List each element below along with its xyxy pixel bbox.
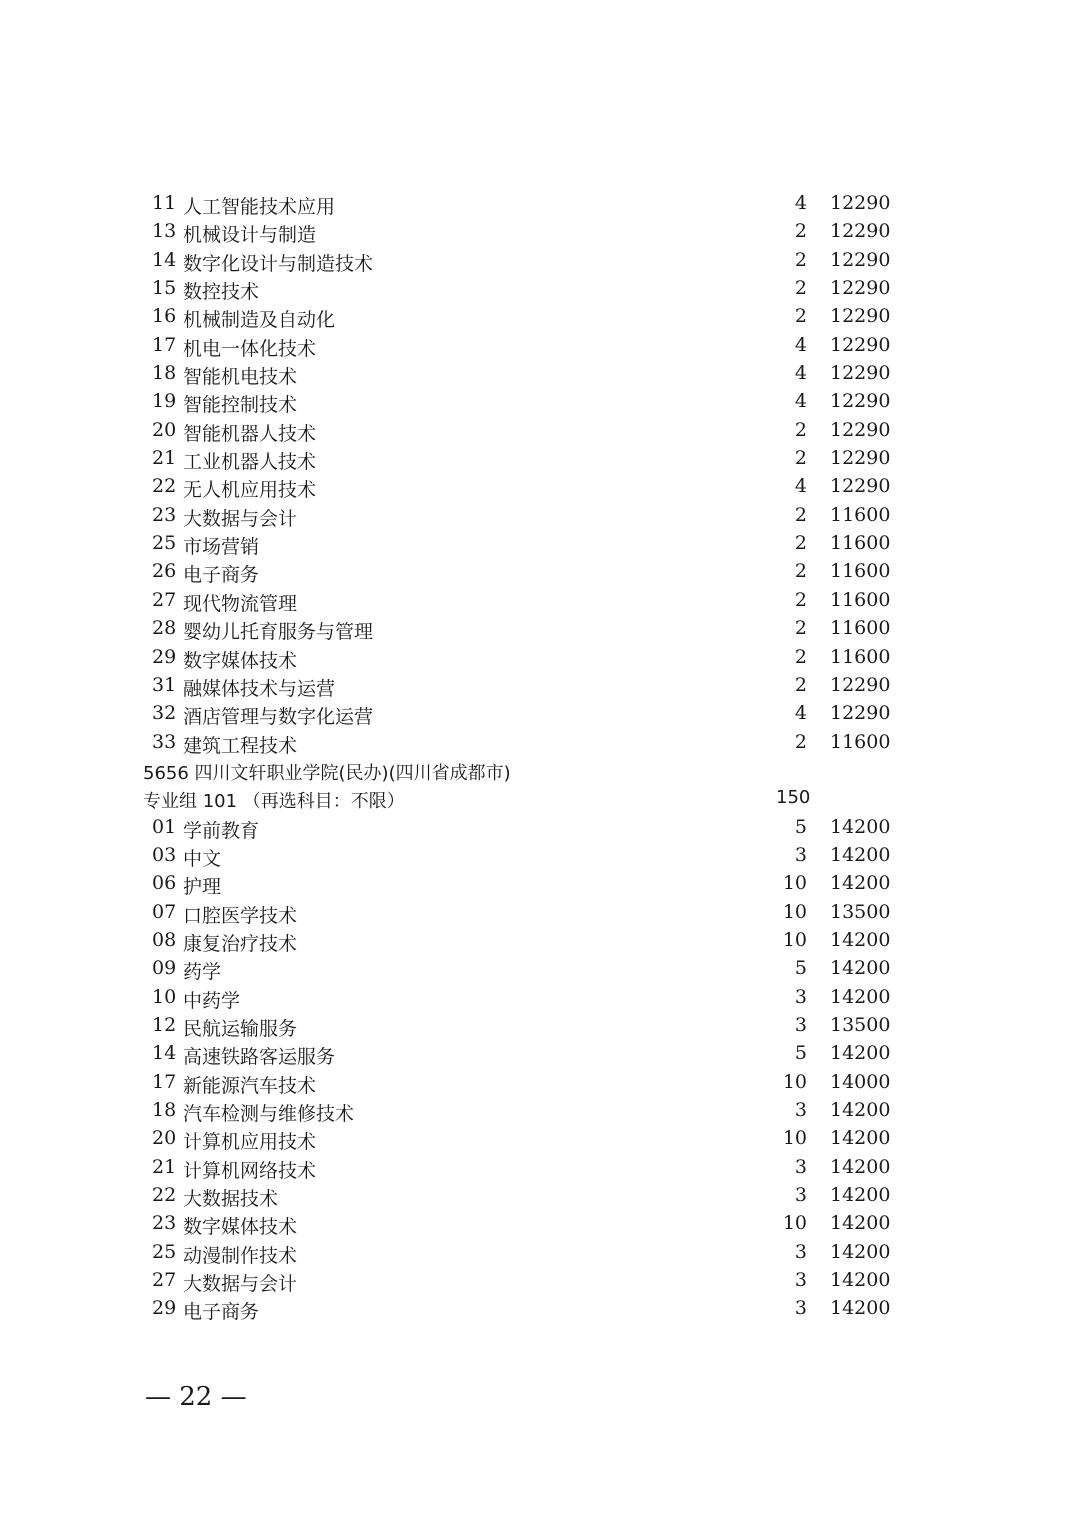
enrollment-count: 5 (794, 1042, 807, 1065)
table-row (0, 388, 1080, 416)
major-code: 31 (152, 673, 177, 696)
enrollment-count: 3 (794, 985, 807, 1008)
table-row (0, 247, 1080, 275)
major-name: 机电一体化技术 (183, 337, 317, 360)
tuition-fee: 14200 (830, 872, 891, 895)
major-code: 20 (152, 1127, 177, 1150)
major-name: 康复治疗技术 (183, 932, 298, 955)
tuition-fee: 14200 (830, 815, 891, 838)
tuition-fee: 12290 (830, 248, 891, 271)
tuition-fee: 11600 (830, 617, 891, 640)
major-name: 学前教育 (183, 819, 260, 842)
major-code: 06 (152, 872, 177, 895)
tuition-fee: 11600 (830, 588, 891, 611)
major-code: 19 (152, 390, 177, 413)
major-name: 智能机电技术 (183, 366, 298, 389)
major-name: 数字媒体技术 (183, 1216, 298, 1239)
enrollment-count: 3 (794, 1013, 807, 1036)
enrollment-count: 3 (794, 843, 807, 866)
group-header (0, 785, 1080, 813)
major-name: 中药学 (183, 989, 241, 1012)
major-code: 16 (152, 305, 177, 328)
table-row (0, 842, 1080, 870)
major-name: 婴幼儿托育服务与管理 (183, 621, 374, 644)
tuition-fee: 14200 (830, 843, 891, 866)
enrollment-count: 2 (794, 673, 807, 696)
table-row (0, 417, 1080, 445)
major-code: 29 (152, 645, 177, 668)
enrollment-count: 10 (782, 1127, 807, 1150)
major-code: 21 (152, 447, 177, 470)
tuition-fee: 14000 (830, 1070, 891, 1093)
table-row (0, 1210, 1080, 1238)
enrollment-count: 2 (794, 248, 807, 271)
major-name: 大数据与会计 (183, 1273, 298, 1296)
enrollment-count: 2 (794, 617, 807, 640)
tuition-fee: 14200 (830, 1099, 891, 1121)
major-code: 28 (152, 617, 177, 640)
table-row (0, 1182, 1080, 1210)
major-code: 23 (152, 503, 177, 526)
major-code: 25 (152, 532, 177, 555)
table-row (0, 1154, 1080, 1182)
institution-header (0, 757, 1080, 785)
tuition-fee: 14200 (830, 1269, 891, 1292)
table-row (0, 1125, 1080, 1153)
major-name: 融媒体技术与运营 (183, 677, 336, 700)
table-row (0, 1239, 1080, 1267)
major-name: 口腔医学技术 (183, 904, 298, 927)
enrollment-count: 2 (794, 418, 807, 441)
table-row (0, 502, 1080, 530)
tuition-fee: 12290 (830, 390, 891, 413)
table-row (0, 1097, 1080, 1125)
tuition-fee: 14200 (830, 1155, 891, 1178)
enrollment-count: 2 (794, 277, 807, 300)
tuition-fee: 11600 (830, 503, 891, 526)
enrollment-count: 3 (794, 1155, 807, 1178)
major-name: 大数据技术 (183, 1188, 279, 1211)
section-2-rows (0, 814, 1080, 1324)
major-code: 22 (152, 475, 177, 498)
major-name: 人工智能技术应用 (183, 196, 336, 218)
tuition-fee: 12290 (830, 673, 891, 696)
major-code: 03 (152, 843, 177, 866)
major-name: 药学 (183, 961, 222, 984)
major-name: 酒店管理与数字化运营 (183, 706, 374, 729)
enrollment-count: 10 (782, 900, 807, 923)
tuition-fee: 12290 (830, 447, 891, 470)
tuition-fee: 12290 (830, 475, 891, 498)
major-code: 25 (152, 1240, 177, 1263)
enrollment-count: 2 (794, 447, 807, 470)
major-code: 17 (152, 333, 177, 356)
page-number: — 22 — (145, 1382, 247, 1412)
tuition-fee: 14200 (830, 1240, 891, 1263)
tuition-fee: 11600 (830, 730, 891, 753)
table-row (0, 700, 1080, 728)
major-name: 建筑工程技术 (183, 734, 298, 757)
table-row (0, 870, 1080, 898)
table-row (0, 615, 1080, 643)
table-row (0, 218, 1080, 246)
table-row (0, 1040, 1080, 1068)
enrollment-count: 2 (794, 220, 807, 243)
enrollment-count: 4 (794, 192, 807, 214)
tuition-fee: 14200 (830, 928, 891, 951)
table-row (0, 644, 1080, 672)
tuition-fee: 14200 (830, 985, 891, 1008)
enrollment-count: 2 (794, 560, 807, 583)
table-row (0, 360, 1080, 388)
group-label: 专业组 101 （再选科目：不限） (143, 791, 405, 813)
major-name: 新能源汽车技术 (183, 1074, 317, 1097)
major-code: 26 (152, 560, 177, 583)
major-code: 33 (152, 730, 177, 753)
major-code: 14 (152, 248, 177, 271)
enrollment-count: 10 (782, 1212, 807, 1235)
tuition-fee: 12290 (830, 277, 891, 300)
major-code: 29 (152, 1297, 177, 1320)
tuition-fee: 14200 (830, 1212, 891, 1235)
institution-title: 5656 四川文轩职业学院(民办)(四川省成都市) (143, 762, 511, 784)
table-row (0, 332, 1080, 360)
major-code: 13 (152, 220, 177, 243)
tuition-fee: 13500 (830, 1013, 891, 1036)
table-row (0, 1069, 1080, 1097)
tuition-fee: 11600 (830, 645, 891, 668)
major-name: 动漫制作技术 (183, 1244, 298, 1267)
table-row (0, 587, 1080, 615)
enrollment-count: 2 (794, 588, 807, 611)
enrollment-count: 4 (794, 702, 807, 725)
table-row (0, 303, 1080, 331)
major-code: 14 (152, 1042, 177, 1065)
enrollment-count: 4 (794, 333, 807, 356)
major-code: 32 (152, 702, 177, 725)
tuition-fee: 14200 (830, 1042, 891, 1065)
tuition-fee: 14200 (830, 1184, 891, 1207)
tuition-fee: 12290 (830, 702, 891, 725)
tuition-fee: 12290 (830, 362, 891, 385)
tuition-fee: 14200 (830, 1297, 891, 1320)
major-code: 01 (152, 815, 177, 838)
tuition-fee: 11600 (830, 532, 891, 555)
enrollment-count: 3 (794, 1099, 807, 1121)
enrollment-count: 4 (794, 390, 807, 413)
table-row (0, 1295, 1080, 1323)
table-row (0, 1012, 1080, 1040)
major-name: 电子商务 (183, 564, 260, 587)
major-code: 23 (152, 1212, 177, 1235)
tuition-fee: 12290 (830, 220, 891, 243)
enrollment-count: 4 (794, 362, 807, 385)
major-name: 机械设计与制造 (183, 224, 317, 247)
enrollment-count: 10 (782, 872, 807, 895)
table-row (0, 927, 1080, 955)
major-code: 07 (152, 900, 177, 923)
major-name: 无人机应用技术 (183, 479, 317, 502)
major-name: 计算机网络技术 (183, 1159, 317, 1182)
tuition-fee: 11600 (830, 560, 891, 583)
major-code: 08 (152, 928, 177, 951)
table-row (0, 558, 1080, 586)
table-row (0, 955, 1080, 983)
major-name: 汽车检测与维修技术 (183, 1103, 355, 1125)
major-code: 15 (152, 277, 177, 300)
major-name: 电子商务 (183, 1301, 260, 1324)
enrollment-count: 5 (794, 957, 807, 980)
tuition-fee: 12290 (830, 305, 891, 328)
major-name: 机械制造及自动化 (183, 309, 336, 332)
enrollment-count: 5 (794, 815, 807, 838)
enrollment-count: 2 (794, 503, 807, 526)
major-name: 数控技术 (183, 281, 260, 304)
enrollment-count: 2 (794, 532, 807, 555)
tuition-fee: 12290 (830, 418, 891, 441)
enrollment-count: 10 (782, 1070, 807, 1093)
enrollment-count: 3 (794, 1297, 807, 1320)
major-code: 22 (152, 1184, 177, 1207)
table-row (0, 899, 1080, 927)
enrollment-count: 3 (794, 1269, 807, 1292)
major-code: 20 (152, 418, 177, 441)
major-code: 17 (152, 1070, 177, 1093)
enrollment-count: 3 (794, 1240, 807, 1263)
major-name: 现代物流管理 (183, 592, 298, 615)
tuition-fee: 12290 (830, 333, 891, 356)
major-list (0, 190, 1080, 1324)
major-name: 计算机应用技术 (183, 1131, 317, 1154)
tuition-fee: 14200 (830, 1127, 891, 1150)
major-name: 护理 (183, 876, 222, 899)
major-name: 智能控制技术 (183, 394, 298, 417)
major-code: 27 (152, 588, 177, 611)
enrollment-count: 2 (794, 730, 807, 753)
table-row (0, 445, 1080, 473)
major-code: 09 (152, 957, 177, 980)
major-code: 27 (152, 1269, 177, 1292)
major-code: 10 (152, 985, 177, 1008)
major-name: 数字媒体技术 (183, 649, 298, 672)
tuition-fee: 12290 (830, 192, 891, 214)
table-row (0, 275, 1080, 303)
group-total: 150 (776, 787, 811, 809)
tuition-fee: 14200 (830, 957, 891, 980)
major-code: 12 (152, 1013, 177, 1036)
major-code: 21 (152, 1155, 177, 1178)
major-name: 数字化设计与制造技术 (183, 252, 374, 275)
major-code: 18 (152, 362, 177, 385)
table-row (0, 190, 1080, 218)
table-row (0, 1267, 1080, 1295)
major-code: 11 (152, 192, 177, 214)
enrollment-count: 2 (794, 305, 807, 328)
table-row (0, 672, 1080, 700)
major-name: 工业机器人技术 (183, 451, 317, 474)
table-row (0, 984, 1080, 1012)
major-name: 市场营销 (183, 536, 260, 559)
enrollment-count: 3 (794, 1184, 807, 1207)
major-name: 大数据与会计 (183, 507, 298, 530)
section-1-rows (0, 190, 1080, 757)
major-name: 高速铁路客运服务 (183, 1046, 336, 1069)
major-name: 中文 (183, 847, 222, 870)
table-row (0, 530, 1080, 558)
enrollment-count: 4 (794, 475, 807, 498)
enrollment-count: 10 (782, 928, 807, 951)
major-name: 民航运输服务 (183, 1017, 298, 1040)
table-row (0, 729, 1080, 757)
major-code: 18 (152, 1099, 177, 1121)
major-name: 智能机器人技术 (183, 422, 317, 445)
enrollment-count: 2 (794, 645, 807, 668)
tuition-fee: 13500 (830, 900, 891, 923)
table-row (0, 814, 1080, 842)
table-row (0, 473, 1080, 501)
